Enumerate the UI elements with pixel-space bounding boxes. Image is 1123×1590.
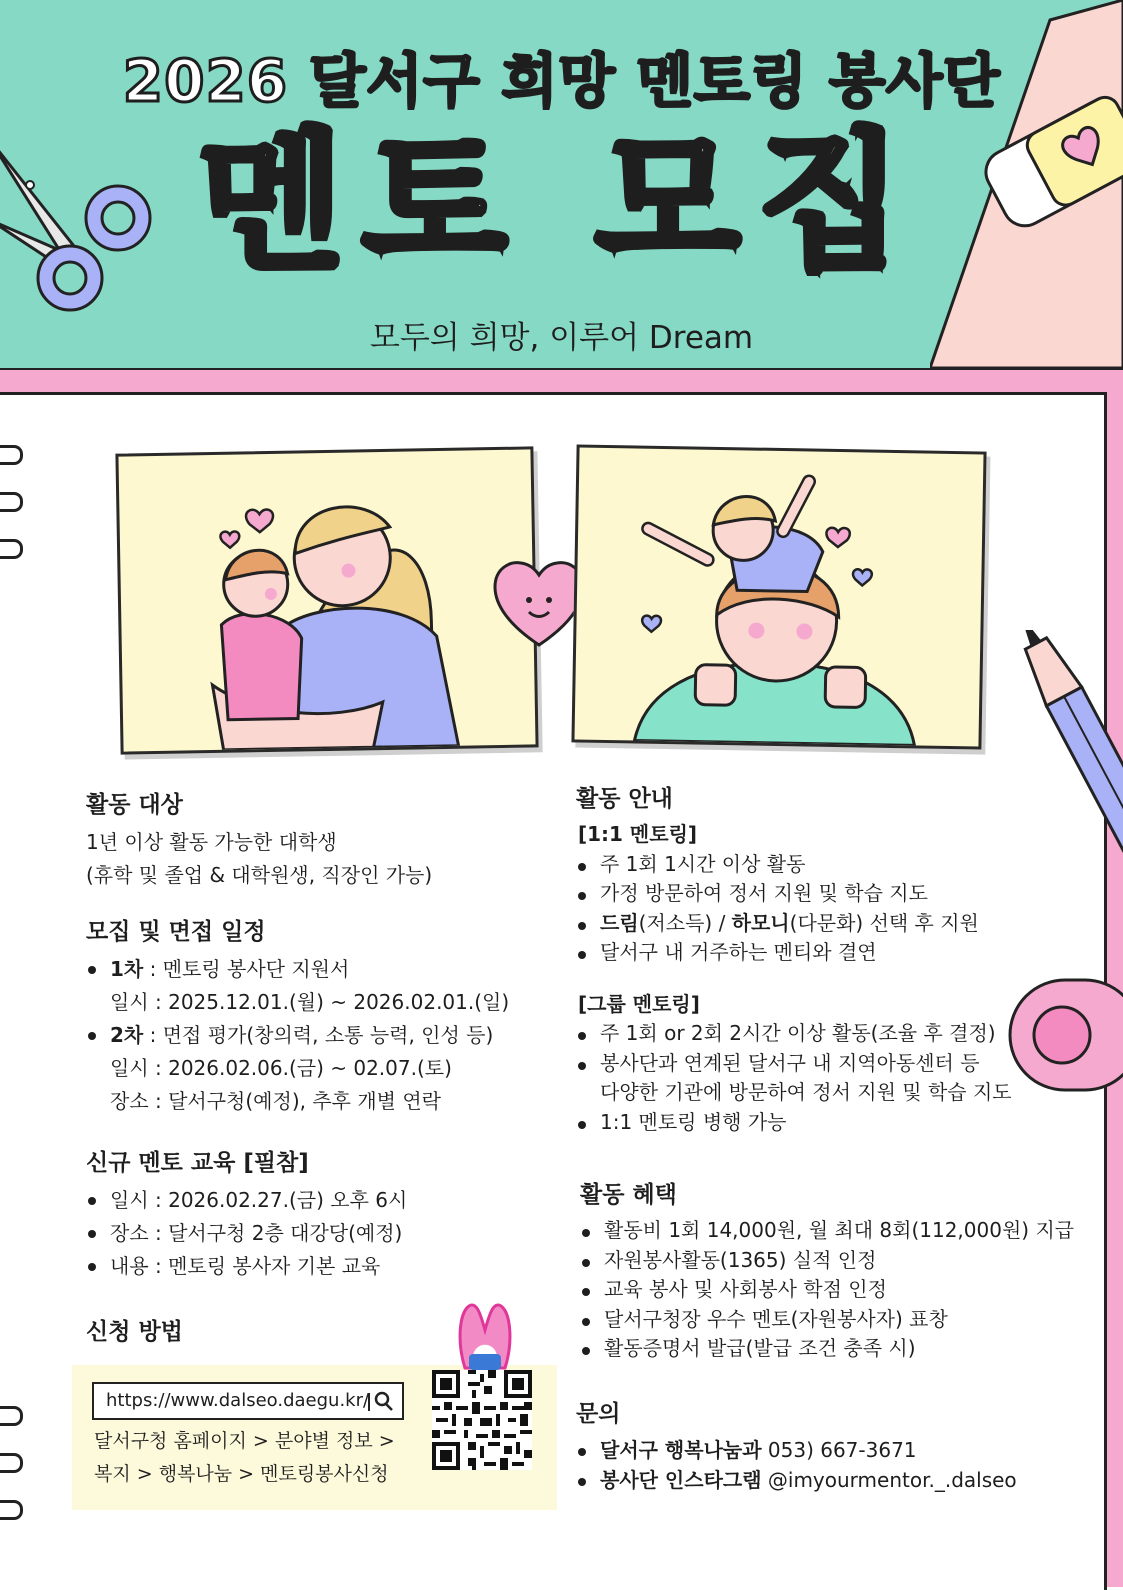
path-line1: 달서구청 홈페이지 > 분야별 정보 > (94, 1430, 395, 1452)
contact-heading: 문의 (576, 1401, 621, 1427)
illustration-mother-child (118, 449, 535, 751)
harmony-desc: (다문화) 선택 후 지원 (789, 910, 979, 935)
binder-ring (0, 445, 23, 465)
benefit-item: 활동비 1회 14,000원, 월 최대 8회(112,000원) 지급 (580, 1216, 1080, 1246)
insta-label: 봉사단 인스타그램 (600, 1468, 762, 1492)
activity-heading: 활동 안내 (576, 786, 673, 812)
dream-desc: (저소득) / (638, 910, 732, 935)
binder-ring (0, 1406, 23, 1426)
apply-path (94, 1425, 395, 1491)
group-item2-line1: 봉사단과 연계된 달서구 내 지역아동센터 등 (600, 1050, 980, 1075)
target-line1: 1년 이상 활동 가능한 대학생 (86, 830, 337, 854)
binder-ring (0, 492, 23, 512)
one-on-one-item-type (576, 909, 1076, 939)
education-heading: 신규 멘토 교육 [필참] (86, 1150, 309, 1176)
round2-label: 2차 (110, 1023, 144, 1047)
apply-heading: 신청 방법 (86, 1319, 183, 1345)
one-on-one-item: 달서구 내 거주하는 멘티와 결연 (576, 938, 1076, 968)
insta-id[interactable]: @imyourmentor._.dalseo (761, 1468, 1017, 1492)
harmony-label: 하모니 (731, 910, 790, 935)
one-on-one-item: 주 1회 1시간 이상 활동 (576, 850, 1076, 880)
photo-mother-child (115, 446, 538, 754)
benefit-item: 교육 봉사 및 사회봉사 학점 인정 (580, 1275, 1080, 1305)
one-on-one-item: 가정 방문하여 정서 지원 및 학습 지도 (576, 879, 1076, 909)
page-title-line1: 2026 달서구 희망 멘토링 봉사단 (122, 47, 1001, 115)
group-item (576, 1049, 1076, 1108)
scissors-icon (0, 110, 170, 320)
group-item: 1:1 멘토링 병행 가능 (576, 1108, 1076, 1138)
target-line2: (휴학 및 졸업 & 대학원생, 직장인 가능) (86, 863, 433, 887)
dream-label: 드림 (600, 910, 639, 935)
round2-place: 장소 : 달서구청(예정), 추후 개별 연락 (110, 1089, 441, 1113)
group-item: 주 1회 or 2회 2시간 이상 활동(조율 후 결정) (576, 1019, 1076, 1049)
binder-ring (0, 1453, 23, 1473)
url-text: https://www.dalseo.daegu.kr/ (106, 1390, 370, 1411)
education-item: 일시 : 2026.02.27.(금) 오후 6시 (86, 1184, 556, 1217)
section-benefits (580, 1178, 1080, 1364)
binder-ring (0, 1500, 23, 1520)
binder-ring (0, 539, 23, 559)
qr-code-icon[interactable] (432, 1370, 532, 1470)
page-title-main: 멘토 모집 (199, 116, 921, 290)
group-item2-line2: 다양한 기관에 방문하여 정서 지원 및 학습 지도 (600, 1080, 1012, 1104)
section-target (86, 788, 556, 892)
schedule-round2 (86, 1019, 556, 1052)
benefit-item: 활동증명서 발급(발급 조건 충족 시) (580, 1334, 1080, 1364)
section-schedule (86, 915, 556, 1118)
path-line2: 복지 > 행복나눔 > 멘토링봉사신청 (94, 1463, 389, 1485)
contact-dept (576, 1435, 1076, 1465)
round1-text: : 멘토링 봉사단 지원서 (143, 957, 350, 981)
section-education (86, 1146, 556, 1283)
benefit-item: 달서구청장 우수 멘토(자원봉사자) 표창 (580, 1305, 1080, 1335)
schedule-heading: 모집 및 면접 일정 (86, 919, 266, 945)
round2-text: : 면접 평가(창의력, 소통 능력, 인성 등) (143, 1023, 494, 1047)
target-heading: 활동 대상 (86, 792, 183, 818)
contact-insta (576, 1465, 1076, 1495)
schedule-round1 (86, 953, 556, 986)
group-label: [그룹 멘토링] (578, 991, 700, 1016)
heart-icon (493, 560, 585, 650)
illustration-father-child (574, 447, 983, 746)
round1-label: 1차 (110, 957, 144, 981)
search-icon[interactable] (366, 1384, 396, 1428)
benefit-item: 자원봉사활동(1365) 실적 인정 (580, 1246, 1080, 1276)
section-activity (576, 782, 1076, 1137)
section-contact (576, 1397, 1076, 1495)
one-on-one-label: [1:1 멘토링] (578, 822, 698, 846)
page-subtitle: 모두의 희망, 이루어 Dream (369, 320, 754, 356)
education-item: 장소 : 달서구청 2층 대강당(예정) (86, 1217, 556, 1250)
education-item: 내용 : 멘토링 봉사자 기본 교육 (86, 1250, 556, 1283)
benefits-heading: 활동 혜택 (580, 1182, 677, 1208)
url-search-field[interactable] (92, 1382, 404, 1420)
photo-father-child (571, 444, 986, 749)
round2-date: 일시 : 2026.02.06.(금) ~ 02.07.(토) (110, 1056, 452, 1080)
round1-date: 일시 : 2025.12.01.(월) ~ 2026.02.01.(일) (110, 990, 510, 1014)
header-banner (0, 0, 1123, 371)
dept-label: 달서구 행복나눔과 (600, 1438, 762, 1462)
dept-phone[interactable]: 053) 667-3671 (761, 1438, 917, 1462)
mascot-icon (455, 1298, 515, 1380)
section-apply-heading (86, 1315, 183, 1353)
